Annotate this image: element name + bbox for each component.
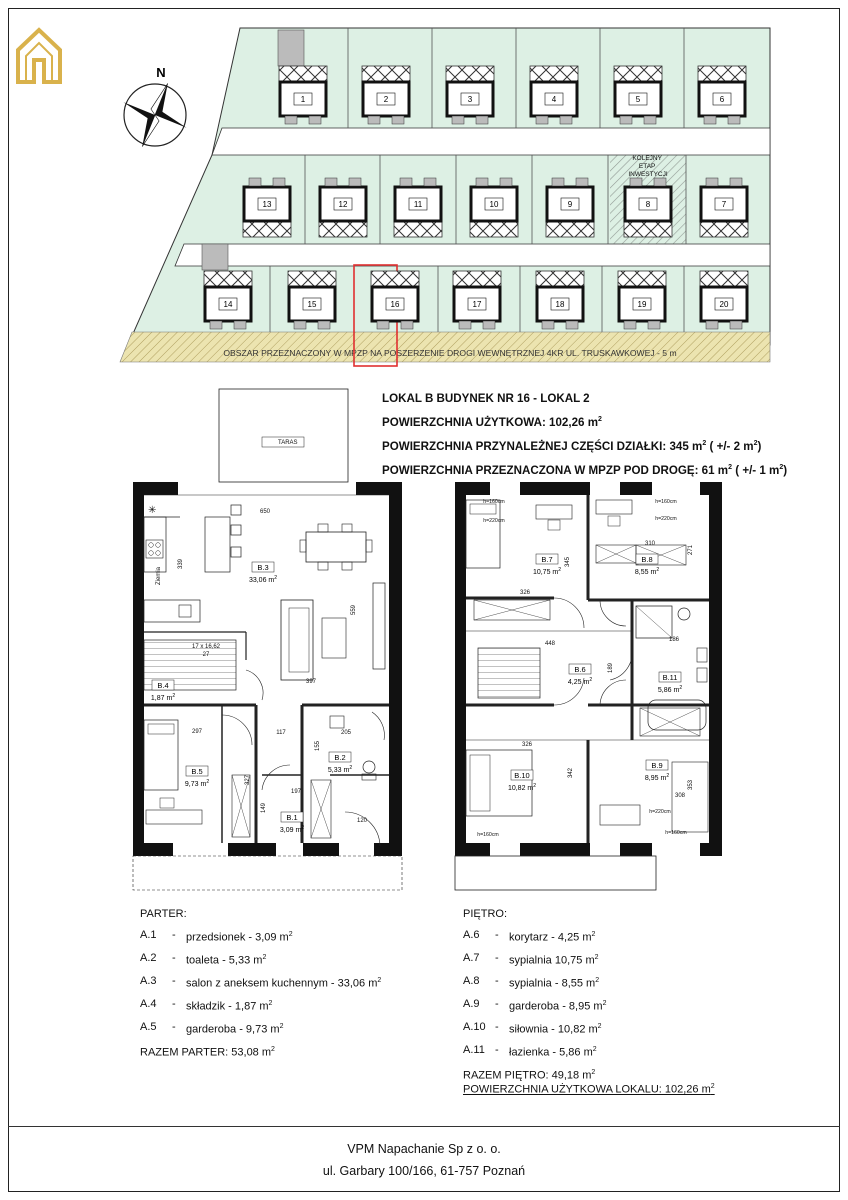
staircase [478, 648, 540, 698]
sofa [281, 600, 313, 680]
house-14 [204, 271, 252, 329]
dimension-label: 310 [644, 541, 656, 547]
dimension-label: 650 [259, 509, 271, 515]
house-number: 15 [307, 300, 317, 309]
outer-wall-left [133, 482, 144, 856]
house-10 [470, 178, 518, 237]
item-code: A.6 [463, 928, 480, 941]
list-item: A.11 - łazienka - 5,86 $m^2$ [463, 1040, 606, 1063]
item-label: przedsionek - 3,09 m [186, 931, 289, 944]
item-label: garderoba - 8,95 m [509, 1000, 603, 1013]
entry-porch [133, 856, 402, 890]
garage [243, 221, 291, 237]
dimension-label: 271 [688, 544, 694, 556]
room-code: B.8 [641, 555, 653, 564]
driveway-1 [278, 30, 304, 66]
list-item: A.3 - salon z aneksem kuchennym - 33,06 $m^2$ [140, 971, 381, 994]
house-number: 8 [645, 200, 651, 209]
garage [319, 221, 367, 237]
desk [596, 500, 632, 514]
item-label: siłownia - 10,82 m [509, 1023, 598, 1036]
sink-icon [697, 668, 707, 682]
usable-area-line: POWIERZCHNIA UŻYTKOWA: 102,26 $m^2$ [382, 415, 602, 429]
first-floor-list [463, 904, 606, 1087]
house-number: 3 [467, 95, 473, 104]
coffee-table [322, 618, 346, 658]
unit-title: LOKAL B BUDYNEK NR 16 - LOKAL 2 [382, 392, 590, 405]
room-area: 3,09 $m^2$ [279, 825, 305, 834]
house-16 [371, 271, 419, 329]
footer-divider [8, 1126, 840, 1127]
item-code: A.9 [463, 997, 480, 1010]
house-number: 17 [472, 300, 482, 309]
toilet-icon [363, 761, 375, 773]
road-widening-label: OBSZAR PRZEZNACZONY W MPZP NA POSZERZENIE DROGI WEWNĘTRZNEJ 4KR UL. TRUSKAWKOWEJ - 5 m [223, 348, 677, 358]
bar-stool [231, 505, 241, 515]
room-code: B.3 [257, 563, 269, 572]
garage [204, 271, 252, 287]
item-label: sypialnia - 8,55 m [509, 977, 596, 990]
list-item: A.1 - przedsionek - 3,09 $m^2$ [140, 925, 381, 948]
room-area: 1,87 $m^2$ [150, 693, 176, 702]
dimension-label: 559 [351, 604, 357, 616]
bar-stool [231, 525, 241, 535]
garage [279, 66, 327, 82]
room-area: 8,55 $m^2$ [634, 567, 660, 576]
garage [394, 221, 442, 237]
kitchen-island [205, 517, 230, 572]
garage [698, 66, 746, 82]
internal-road-2 [175, 244, 770, 266]
bed [466, 500, 500, 568]
garage [362, 66, 410, 82]
house-8 [624, 178, 672, 237]
room-code: B.1 [286, 813, 298, 822]
terrace [219, 389, 348, 482]
site-plan [0, 0, 848, 372]
dimension-label: 120 [356, 818, 368, 824]
door-arc [246, 670, 263, 700]
house-4 [530, 66, 578, 124]
house-20 [700, 271, 748, 329]
item-code: A.1 [140, 928, 157, 941]
window-height-label: h=160cm [477, 832, 499, 838]
house-number: 6 [719, 95, 725, 104]
house-number: 14 [223, 300, 233, 309]
door-arc [600, 680, 626, 705]
list-item: A.8 - sypialnia - 8,55 $m^2$ [463, 971, 606, 994]
toilet-icon [678, 608, 690, 620]
dimension-label: 117 [276, 730, 286, 736]
house-number: 19 [637, 300, 647, 309]
window-height-label: h=160cm [655, 499, 677, 505]
house-7 [700, 178, 748, 237]
first-floor-total: RAZEM PIĘTRO: 49,18 $m^2$ [463, 1069, 596, 1083]
item-code: A.2 [140, 951, 157, 964]
garage [614, 66, 662, 82]
footer-company: VPM Napachanie Sp z o. o. [347, 1142, 501, 1156]
room-code: B.2 [334, 753, 346, 762]
room-area: 5,86 $m^2$ [657, 685, 683, 694]
room-area: 9,73 $m^2$ [184, 779, 210, 788]
ground-floor-list [140, 904, 381, 1063]
room-area: 10,82 $m^2$ [507, 783, 537, 792]
house-9 [546, 178, 594, 237]
room-area: 33,06 $m^2$ [248, 575, 278, 584]
house-number: 12 [338, 200, 348, 209]
snowflake-icon: ✳ [148, 505, 157, 516]
house-number: 9 [567, 200, 573, 209]
ground-floor-plan [133, 389, 402, 890]
house-number: 20 [719, 300, 729, 309]
room-code: B.11 [662, 673, 678, 682]
garage [536, 271, 584, 287]
house-19 [618, 271, 666, 329]
item-label: sypialnia 10,75 m [509, 954, 595, 967]
door-arc [600, 600, 626, 626]
house-5 [614, 66, 662, 124]
plot-share-line: POWIERZCHNIA PRZYNALEŻNEJ CZĘŚCI DZIAŁKI: 345 $m^2$ ( +/- 2 $m^2$) [382, 439, 762, 453]
room-area: 5,33 $m^2$ [327, 765, 353, 774]
house-15 [288, 271, 336, 329]
window-height-label: h=220cm [483, 518, 505, 524]
dimension-label: 342 [568, 767, 574, 779]
house-number: 18 [555, 300, 565, 309]
dimension-label: 149 [261, 802, 267, 814]
cooktop-icon [146, 540, 163, 558]
room-code: B.9 [651, 761, 663, 770]
list-item: A.4 - składzik - 1,87 $m^2$ [140, 994, 381, 1017]
list-item: A.2 - toaleta - 5,33 $m^2$ [140, 948, 381, 971]
dimension-label: 27 [202, 652, 210, 658]
desk [536, 505, 572, 519]
item-separator: - [495, 997, 499, 1010]
window-height-label: h=160cm [483, 499, 505, 505]
door-arc [222, 715, 252, 745]
garage [288, 271, 336, 287]
house-2 [362, 66, 410, 124]
sink-icon [697, 648, 707, 662]
list-item: A.7 - sypialnia 10,75 $m^2$ [463, 948, 606, 971]
compass-north-label: N [156, 65, 166, 80]
house-number: 10 [489, 200, 499, 209]
list-item: A.10 - siłownia - 10,82 $m^2$ [463, 1017, 606, 1040]
item-separator: - [495, 951, 499, 964]
garage [530, 66, 578, 82]
room-area: 4,25 $m^2$ [567, 677, 593, 686]
bed [466, 750, 532, 816]
house-12 [319, 178, 367, 237]
door-arc [372, 712, 384, 740]
internal-road-1 [212, 128, 770, 155]
item-code: A.10 [463, 1021, 486, 1034]
item-code: A.11 [463, 1044, 485, 1057]
dimension-label: 397 [305, 679, 317, 685]
item-label: toaleta - 5,33 m [186, 954, 263, 967]
item-label: korytarz - 4,25 m [509, 931, 592, 944]
dimension-label: 197 [290, 789, 302, 795]
house-number: 2 [383, 95, 389, 104]
dimension-label: 205 [340, 730, 352, 736]
list-item: A.9 - garderoba - 8,95 $m^2$ [463, 994, 606, 1017]
house-number: 16 [390, 300, 400, 309]
item-code: A.4 [140, 997, 157, 1010]
wardrobe [600, 805, 640, 825]
house-11 [394, 178, 442, 237]
garage [371, 271, 419, 287]
house-number: 1 [300, 95, 306, 104]
garage [618, 271, 666, 287]
house-1 [279, 66, 327, 124]
dining-table [306, 532, 366, 562]
item-separator: - [172, 1021, 176, 1034]
house-number: 11 [413, 200, 423, 209]
footer [8, 1138, 840, 1182]
room-code: B.7 [541, 555, 553, 564]
list-item: A.5 - garderoba - 9,73 $m^2$ [140, 1017, 381, 1040]
next-stage-label: KOLEJNY ETAP INWESTYCJI [628, 155, 668, 178]
item-label: salon z aneksem kuchennym - 33,06 m [186, 977, 378, 990]
dimension-label: 353 [688, 779, 694, 791]
window-height-label: h=160cm [665, 830, 687, 836]
garage [546, 221, 594, 237]
item-separator: - [172, 997, 176, 1010]
dimension-label: 189 [608, 662, 614, 674]
garage [700, 221, 748, 237]
compass-icon [121, 65, 189, 149]
room-area: 10,75 $m^2$ [532, 567, 562, 576]
room-code: B.10 [514, 771, 530, 780]
dimension-label: 297 [191, 729, 203, 735]
garage [453, 271, 501, 287]
fridge-label: Ziemia [156, 566, 162, 585]
garage [624, 221, 672, 237]
item-code: A.7 [463, 951, 480, 964]
item-separator: - [495, 1021, 499, 1034]
kitchen-counter [144, 517, 166, 572]
footer-address: ul. Garbary 100/166, 61-757 Poznań [322, 1164, 526, 1178]
house-18 [536, 271, 584, 329]
house-6 [698, 66, 746, 124]
house-number: 13 [262, 200, 272, 209]
driveway-14 [202, 244, 228, 270]
house-number: 4 [551, 95, 557, 104]
house-17 [453, 271, 501, 329]
item-separator: - [172, 951, 176, 964]
item-label: łazienka - 5,86 m [509, 1046, 593, 1059]
floor-plans [0, 380, 848, 900]
item-separator: - [495, 928, 499, 941]
bed [144, 720, 178, 790]
item-label: garderoba - 9,73 m [186, 1023, 280, 1036]
item-label: składzik - 1,87 m [186, 1000, 269, 1013]
item-separator: - [172, 928, 176, 941]
item-separator: - [172, 974, 176, 987]
dimension-label: 186 [668, 637, 680, 643]
dimension-label: 327 [245, 774, 251, 786]
dimension-label: 345 [565, 556, 571, 568]
room-code: B.6 [574, 665, 586, 674]
house-13 [243, 178, 291, 237]
balcony-outline [455, 856, 656, 890]
room-area: 8,95 $m^2$ [644, 773, 670, 782]
house-3 [446, 66, 494, 124]
first-floor-heading: PIĘTRO: [463, 908, 508, 920]
item-separator: - [495, 1044, 499, 1057]
dimension-label: 339 [178, 558, 184, 570]
dimension-label: 326 [519, 590, 531, 596]
dimension-label: 17 x 16,62 [191, 644, 221, 650]
window-height-label: h=220cm [649, 809, 671, 815]
room-code: B.5 [191, 767, 203, 776]
desk [146, 810, 202, 824]
ground-floor-total: RAZEM PARTER: 53,08 $m^2$ [140, 1046, 275, 1059]
house-number: 7 [721, 200, 727, 209]
garage [470, 221, 518, 237]
door-arc [554, 598, 584, 628]
item-separator: - [495, 974, 499, 987]
garage [700, 271, 748, 287]
bar-stool [231, 547, 241, 557]
road-area-line: POWIERZCHNIA PRZEZNACZONA W MPZP POD DROGĘ: 61 $m^2$ ( +/- 1 $m^2$) [382, 463, 788, 477]
ground-floor-heading: PARTER: [140, 908, 187, 920]
item-code: A.8 [463, 974, 480, 987]
house-number: 5 [635, 95, 641, 104]
door-arc [262, 765, 290, 790]
sink-icon [330, 716, 344, 728]
item-code: A.3 [140, 974, 157, 987]
tv-cabinet [373, 583, 385, 669]
total-usable-area: POWIERZCHNIA UŻYTKOWA LOKALU: 102,26 $m^2$ [463, 1083, 715, 1096]
terrace-label: TARAS [278, 440, 298, 446]
list-item: A.6 - korytarz - 4,25 $m^2$ [463, 925, 606, 948]
dimension-label: 308 [674, 793, 686, 799]
outer-wall-right [389, 482, 402, 856]
dimension-label: 326 [521, 742, 533, 748]
ground-floor-rooms [151, 562, 352, 834]
window-height-label: h=220cm [655, 516, 677, 522]
dimension-label: 155 [315, 740, 321, 752]
room-code: B.4 [157, 681, 169, 690]
garage [446, 66, 494, 82]
dimension-label: 448 [544, 641, 556, 647]
item-code: A.5 [140, 1021, 157, 1034]
